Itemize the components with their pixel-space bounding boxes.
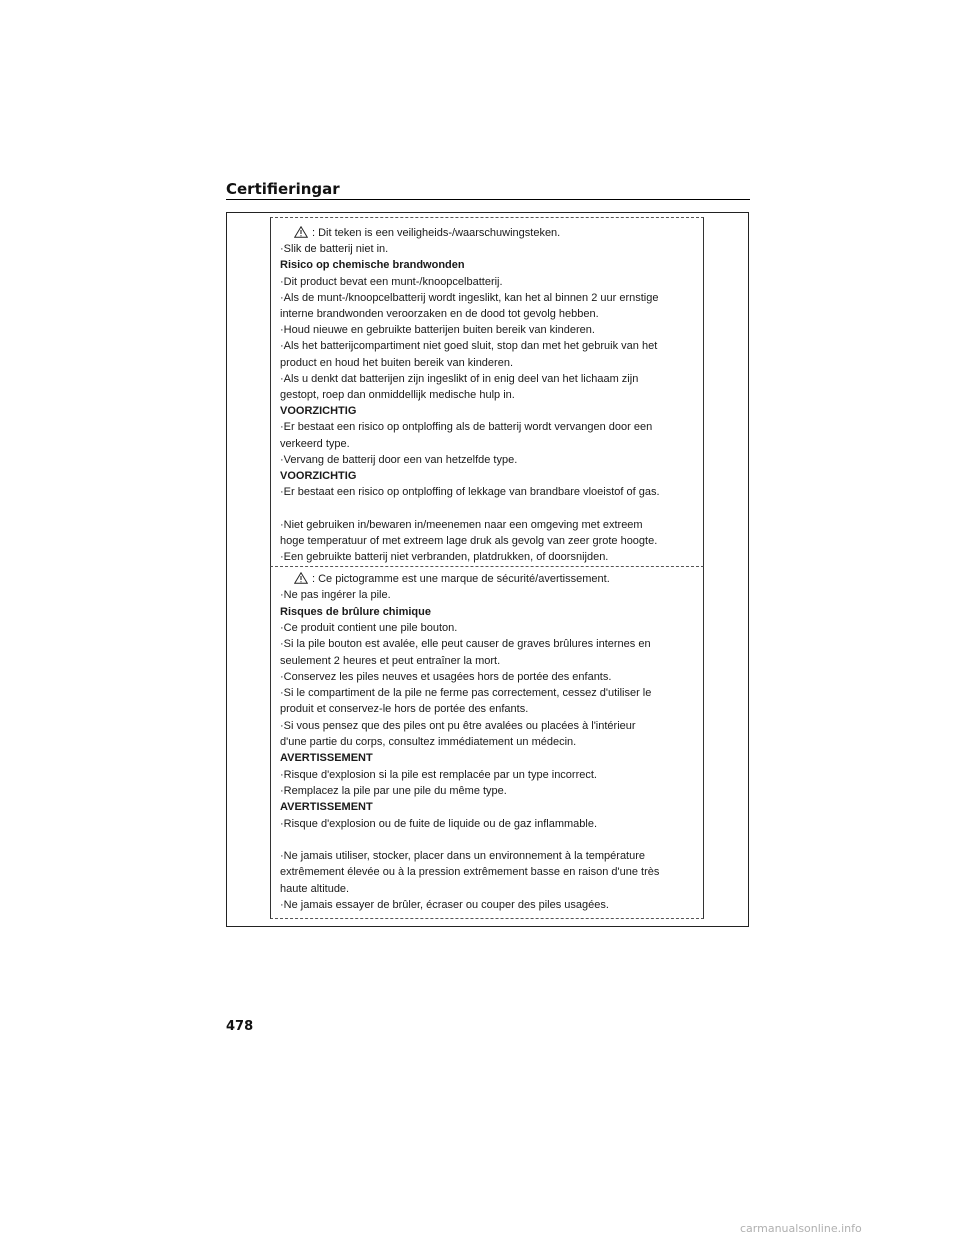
line-text: AVERTISSEMENT <box>280 752 373 765</box>
line-text: ·Houd nieuwe en gebruikte batterijen buiten bereik van kinderen. <box>280 324 595 337</box>
line-text: ·Als de munt-/knoopcelbatterij wordt ingeslikt, kan het al binnen 2 uur ernstige <box>280 291 659 304</box>
warning-text-line <box>280 621 701 635</box>
line-text: ·Een gebruikte batterij niet verbranden, platdrukken, of doorsnijden. <box>280 551 609 563</box>
warning-heading <box>280 605 701 619</box>
warning-text-line <box>280 702 701 716</box>
warning-text-line <box>280 768 701 782</box>
warning-text-line <box>280 291 701 305</box>
line-text: ·Er bestaat een risico op ontploffing als de batterij wordt vervangen door een <box>280 421 653 434</box>
warning-heading <box>280 751 701 765</box>
line-text: product en houd het buiten bereik van kinderen. <box>280 356 513 369</box>
warning-text-line <box>280 882 701 896</box>
line-text: : Ce pictogramme est une marque de sécurité/avertissement. <box>312 573 610 585</box>
warning-text-line <box>280 307 701 321</box>
line-text: produit et conservez-le hors de portée des enfants. <box>280 703 529 716</box>
warning-text-line <box>280 588 701 602</box>
line-text: ·Si vous pensez que des piles ont pu être avalées ou placées à l'intérieur <box>280 719 636 732</box>
warning-text-line <box>280 637 701 651</box>
page-number: 478 <box>226 1019 254 1034</box>
line-text: ·Als het batterijcompartiment niet goed sluit, stop dan met het gebruik van het <box>280 340 658 353</box>
line-text: AVERTISSEMENT <box>280 801 373 814</box>
line-text: interne brandwonden veroorzaken en de dood tot gevolg hebben. <box>280 308 599 320</box>
line-text: verkeerd type. <box>280 437 350 450</box>
warning-text-line <box>280 437 701 451</box>
line-text: ·Risque d'explosion ou de fuite de liquide ou de gaz inflammable. <box>280 817 598 830</box>
line-text: VOORZICHTIG <box>280 405 357 418</box>
line-text: gestopt, roep dan onmiddellijk medische hulp in. <box>280 389 515 401</box>
warning-heading <box>280 800 701 814</box>
warning-heading <box>280 469 701 483</box>
line-text: ·Niet gebruiken in/bewaren in/meenemen naar een omgeving met extreem <box>280 518 643 531</box>
warning-heading <box>280 258 701 272</box>
warning-text-line <box>280 719 701 733</box>
warning-triangle-icon <box>294 572 308 584</box>
line-text: VOORZICHTIG <box>280 470 357 482</box>
line-text: ·Slik de batterij niet in. <box>280 243 389 256</box>
warning-text-line <box>280 849 701 863</box>
warning-text-line <box>280 485 701 499</box>
line-text: ·Ce produit contient une pile bouton. <box>280 621 458 634</box>
line-text: Risico op chemische brandwonden <box>280 259 465 272</box>
warning-text-line <box>280 388 701 402</box>
line-text: d'une partie du corps, consultez immédiatement un médecin. <box>280 736 577 748</box>
warning-text-line <box>280 323 701 337</box>
french-warning-panel <box>270 567 704 919</box>
section-title: Certifieringar <box>226 180 340 198</box>
watermark: carmanualsonline.info <box>740 1222 862 1235</box>
line-text: haute altitude. <box>280 882 350 895</box>
line-text: : Dit teken is een veiligheids-/waarschuwingsteken. <box>312 227 561 239</box>
warning-text-line <box>280 686 701 700</box>
warning-text-line <box>280 735 701 749</box>
warning-text-line <box>280 534 701 548</box>
warning-text-line <box>280 420 701 434</box>
warning-text-line <box>280 654 701 668</box>
line-text: ·Als u denkt dat batterijen zijn ingeslikt of in enig deel van het lichaam zijn <box>280 372 639 385</box>
line-text: ·Conservez les piles neuves et usagées hors de portée des enfants. <box>280 670 612 683</box>
warning-text-line <box>280 550 701 564</box>
line-text: ·Er bestaat een risico op ontploffing of lekkage van brandbare vloeistof of gas. <box>280 486 660 499</box>
line-text: seulement 2 heures et peut entraîner la mort. <box>280 654 501 667</box>
warning-text-line <box>280 898 701 912</box>
line-text: ·Ne jamais utiliser, stocker, placer dans un environnement à la température <box>280 850 646 863</box>
warning-text-line <box>280 784 701 798</box>
warning-text-line <box>280 242 701 256</box>
warning-text-line <box>280 372 701 386</box>
warning-heading <box>280 404 701 418</box>
line-text: ·Si la pile bouton est avalée, elle peut causer de graves brûlures internes en <box>280 638 651 651</box>
line-text: hoge temperatuur of met extreem lage druk als gevolg van zeer grote hoogte. <box>280 534 658 547</box>
warning-text-line <box>280 572 701 586</box>
warning-text-line <box>280 817 701 831</box>
dutch-warning-panel <box>270 217 704 567</box>
warning-triangle-icon <box>294 226 308 238</box>
title-divider <box>226 199 750 200</box>
warning-text-line <box>280 670 701 684</box>
line-text: Risques de brûlure chimique <box>280 605 431 618</box>
line-text: ·Risque d'explosion si la pile est remplacée par un type incorrect. <box>280 768 597 781</box>
warning-text-line <box>280 356 701 370</box>
warning-text-line <box>280 339 701 353</box>
line-text: ·Dit product bevat een munt-/knoopcelbatterij. <box>280 275 503 288</box>
line-text: extrêmement élevée ou à la pression extrêmement basse en raison d'une très <box>280 866 660 879</box>
line-text: ·Ne pas ingérer la pile. <box>280 589 391 602</box>
warning-text-line <box>280 275 701 289</box>
line-text: ·Si le compartiment de la pile ne ferme pas correctement, cessez d'utiliser le <box>280 687 652 700</box>
warning-text-line <box>280 226 701 240</box>
line-text: ·Remplacez la pile par une pile du même type. <box>280 784 507 797</box>
warning-text-line <box>280 453 701 467</box>
line-text: ·Vervang de batterij door een van hetzelfde type. <box>280 453 518 466</box>
warning-text-line <box>280 518 701 532</box>
warning-text-line <box>280 865 701 879</box>
line-text: ·Ne jamais essayer de brûler, écraser ou couper des piles usagées. <box>280 899 609 911</box>
